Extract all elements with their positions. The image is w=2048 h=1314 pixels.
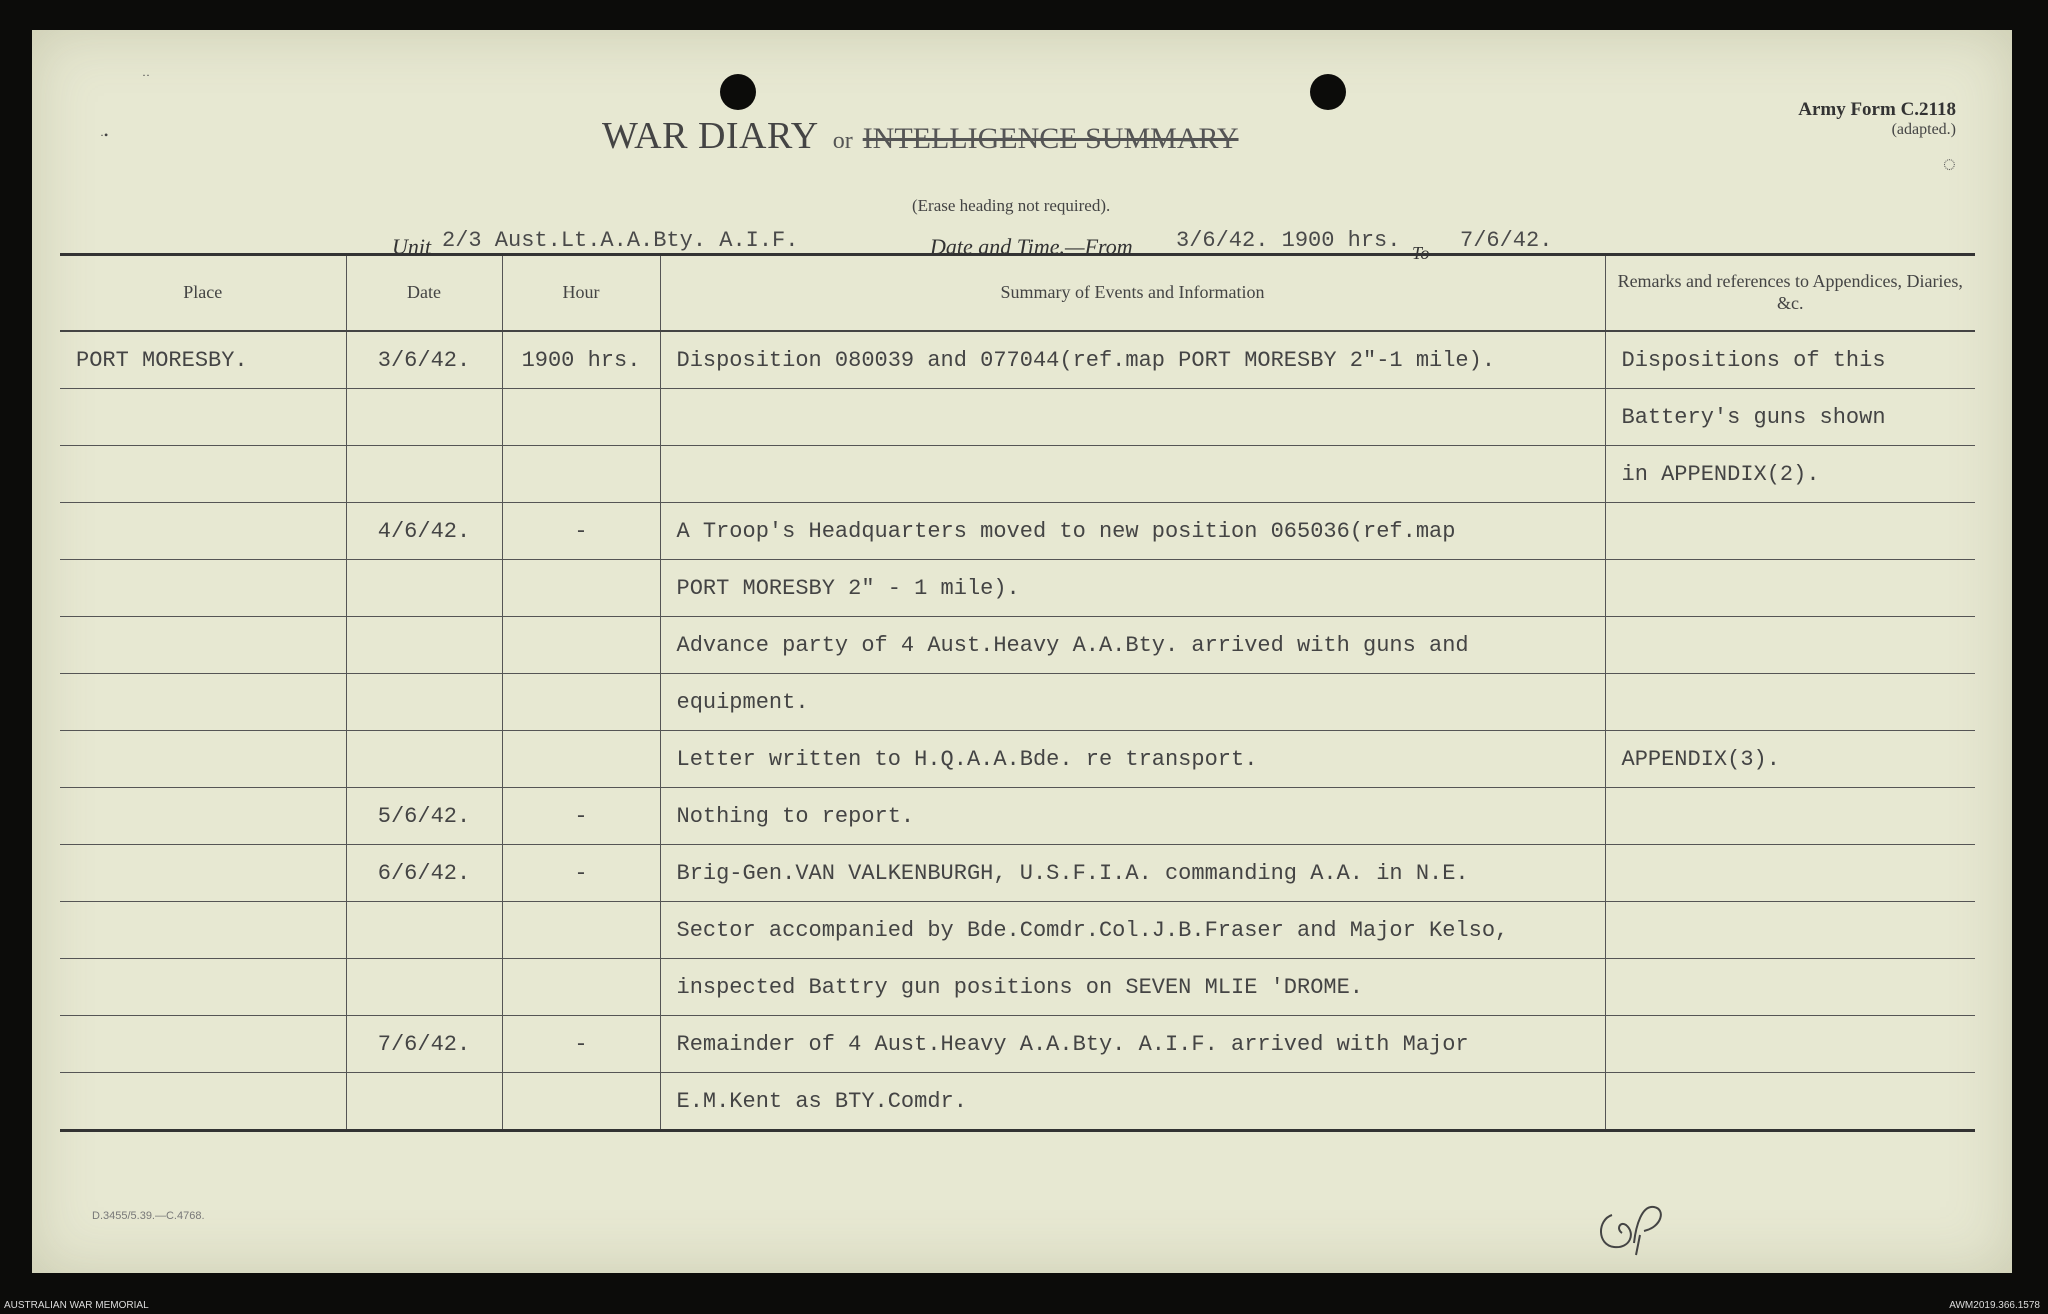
remarks-cell bbox=[1605, 674, 1975, 731]
column-header-hour: Hour bbox=[502, 255, 660, 332]
printer-reference: D.3455/5.39.—C.4768. bbox=[92, 1210, 205, 1222]
summary-cell: Nothing to report. bbox=[660, 788, 1605, 845]
punch-hole bbox=[1310, 74, 1346, 110]
diary-sheet bbox=[32, 30, 2012, 1273]
hour-cell: - bbox=[502, 845, 660, 902]
place-cell bbox=[60, 446, 346, 503]
table-row bbox=[60, 788, 1975, 845]
date-cell bbox=[346, 959, 502, 1016]
place-cell bbox=[60, 503, 346, 560]
hour-cell bbox=[502, 446, 660, 503]
table-row bbox=[60, 617, 1975, 674]
hole-reinforcement-icon: ◌ bbox=[1942, 151, 1956, 177]
table-row bbox=[60, 674, 1975, 731]
column-header-summary: Summary of Events and Information bbox=[660, 255, 1605, 332]
date-cell: 6/6/42. bbox=[346, 845, 502, 902]
date-cell: 4/6/42. bbox=[346, 503, 502, 560]
hour-cell bbox=[502, 617, 660, 674]
summary-cell: equipment. bbox=[660, 674, 1605, 731]
remarks-cell: Battery's guns shown bbox=[1605, 389, 1975, 446]
place-cell bbox=[60, 902, 346, 959]
summary-cell: Remainder of 4 Aust.Heavy A.A.Bty. A.I.F. arrived with Major bbox=[660, 1016, 1605, 1073]
summary-cell bbox=[660, 389, 1605, 446]
title-struck-out: INTELLIGENCE SUMMARY bbox=[862, 122, 1239, 155]
table-row bbox=[60, 503, 1975, 560]
form-title bbox=[602, 114, 1239, 158]
remarks-cell bbox=[1605, 902, 1975, 959]
remarks-cell bbox=[1605, 617, 1975, 674]
date-cell: 5/6/42. bbox=[346, 788, 502, 845]
table-row bbox=[60, 731, 1975, 788]
place-cell bbox=[60, 617, 346, 674]
table-row bbox=[60, 902, 1975, 959]
date-cell bbox=[346, 560, 502, 617]
hour-cell bbox=[502, 560, 660, 617]
remarks-cell bbox=[1605, 1016, 1975, 1073]
table-row bbox=[60, 845, 1975, 902]
remarks-cell bbox=[1605, 845, 1975, 902]
army-form-number: Army Form C.2118 bbox=[1798, 99, 1956, 120]
date-from-value: 3/6/42. 1900 hrs. bbox=[1174, 228, 1440, 254]
ink-speck: ·· bbox=[142, 68, 150, 82]
date-to-value: 7/6/42. bbox=[1458, 228, 1684, 254]
title-war-diary: WAR DIARY bbox=[602, 115, 819, 157]
erase-heading-note: (Erase heading not required). bbox=[912, 196, 1111, 215]
summary-cell: inspected Battry gun positions on SEVEN MLIE 'DROME. bbox=[660, 959, 1605, 1016]
table-row bbox=[60, 1016, 1975, 1073]
remarks-cell: Dispositions of this bbox=[1605, 331, 1975, 389]
table-header-row bbox=[60, 255, 1975, 332]
hour-cell: 1900 hrs. bbox=[502, 331, 660, 389]
date-cell bbox=[346, 731, 502, 788]
date-to-label: To bbox=[1412, 243, 1430, 263]
remarks-cell bbox=[1605, 788, 1975, 845]
place-cell bbox=[60, 560, 346, 617]
column-header-place: Place bbox=[60, 255, 346, 332]
table-row bbox=[60, 389, 1975, 446]
hour-cell: - bbox=[502, 1016, 660, 1073]
summary-cell: E.M.Kent as BTY.Comdr. bbox=[660, 1073, 1605, 1131]
column-header-remarks: Remarks and references to Appendices, Diaries, &c. bbox=[1605, 255, 1975, 332]
summary-cell bbox=[660, 446, 1605, 503]
date-cell: 7/6/42. bbox=[346, 1016, 502, 1073]
hour-cell: - bbox=[502, 788, 660, 845]
place-cell bbox=[60, 389, 346, 446]
date-cell bbox=[346, 1073, 502, 1131]
summary-cell: Advance party of 4 Aust.Heavy A.A.Bty. arrived with guns and bbox=[660, 617, 1605, 674]
summary-cell: Brig-Gen.VAN VALKENBURGH, U.S.F.I.A. commanding A.A. in N.E. bbox=[660, 845, 1605, 902]
archive-caption-left: AUSTRALIAN WAR MEMORIAL bbox=[4, 1300, 149, 1311]
remarks-cell: in APPENDIX(2). bbox=[1605, 446, 1975, 503]
army-form-label bbox=[1798, 100, 1956, 177]
unit-label: Unit bbox=[392, 234, 432, 259]
unit-value: 2/3 Aust.Lt.A.A.Bty. A.I.F. bbox=[440, 228, 832, 254]
summary-cell: A Troop's Headquarters moved to new position 065036(ref.map bbox=[660, 503, 1605, 560]
remarks-cell bbox=[1605, 959, 1975, 1016]
column-header-date: Date bbox=[346, 255, 502, 332]
date-cell: 3/6/42. bbox=[346, 331, 502, 389]
summary-cell: Sector accompanied by Bde.Comdr.Col.J.B.Fraser and Major Kelso, bbox=[660, 902, 1605, 959]
place-cell bbox=[60, 845, 346, 902]
table-row bbox=[60, 560, 1975, 617]
place-cell bbox=[60, 731, 346, 788]
hour-cell bbox=[502, 731, 660, 788]
table-row bbox=[60, 1073, 1975, 1131]
date-cell bbox=[346, 389, 502, 446]
remarks-cell bbox=[1605, 1073, 1975, 1131]
hour-cell bbox=[502, 959, 660, 1016]
place-cell bbox=[60, 674, 346, 731]
archive-caption-right: AWM2019.366.1578 bbox=[1949, 1300, 2040, 1311]
date-cell bbox=[346, 902, 502, 959]
ink-speck: ·• bbox=[100, 128, 109, 142]
remarks-cell bbox=[1605, 503, 1975, 560]
table-row bbox=[60, 331, 1975, 389]
remarks-cell bbox=[1605, 560, 1975, 617]
date-cell bbox=[346, 446, 502, 503]
title-or: or bbox=[832, 128, 853, 154]
place-cell bbox=[60, 1016, 346, 1073]
date-cell bbox=[346, 617, 502, 674]
army-form-adapted: (adapted.) bbox=[1891, 120, 1956, 138]
diary-table bbox=[60, 253, 1975, 1132]
hour-cell bbox=[502, 902, 660, 959]
date-time-label: Date and Time.—From bbox=[930, 234, 1133, 259]
hour-cell: - bbox=[502, 503, 660, 560]
place-cell bbox=[60, 788, 346, 845]
hour-cell bbox=[502, 389, 660, 446]
hour-cell bbox=[502, 1073, 660, 1131]
place-cell: PORT MORESBY. bbox=[60, 331, 346, 389]
handwritten-initials-signature bbox=[1592, 1195, 1672, 1265]
place-cell bbox=[60, 1073, 346, 1131]
date-cell bbox=[346, 674, 502, 731]
punch-hole bbox=[720, 74, 756, 110]
summary-cell: Disposition 080039 and 077044(ref.map PORT MORESBY 2"-1 mile). bbox=[660, 331, 1605, 389]
table-row bbox=[60, 446, 1975, 503]
summary-cell: Letter written to H.Q.A.A.Bde. re transport. bbox=[660, 731, 1605, 788]
summary-cell: PORT MORESBY 2" - 1 mile). bbox=[660, 560, 1605, 617]
table-row bbox=[60, 959, 1975, 1016]
hour-cell bbox=[502, 674, 660, 731]
remarks-cell: APPENDIX(3). bbox=[1605, 731, 1975, 788]
place-cell bbox=[60, 959, 346, 1016]
